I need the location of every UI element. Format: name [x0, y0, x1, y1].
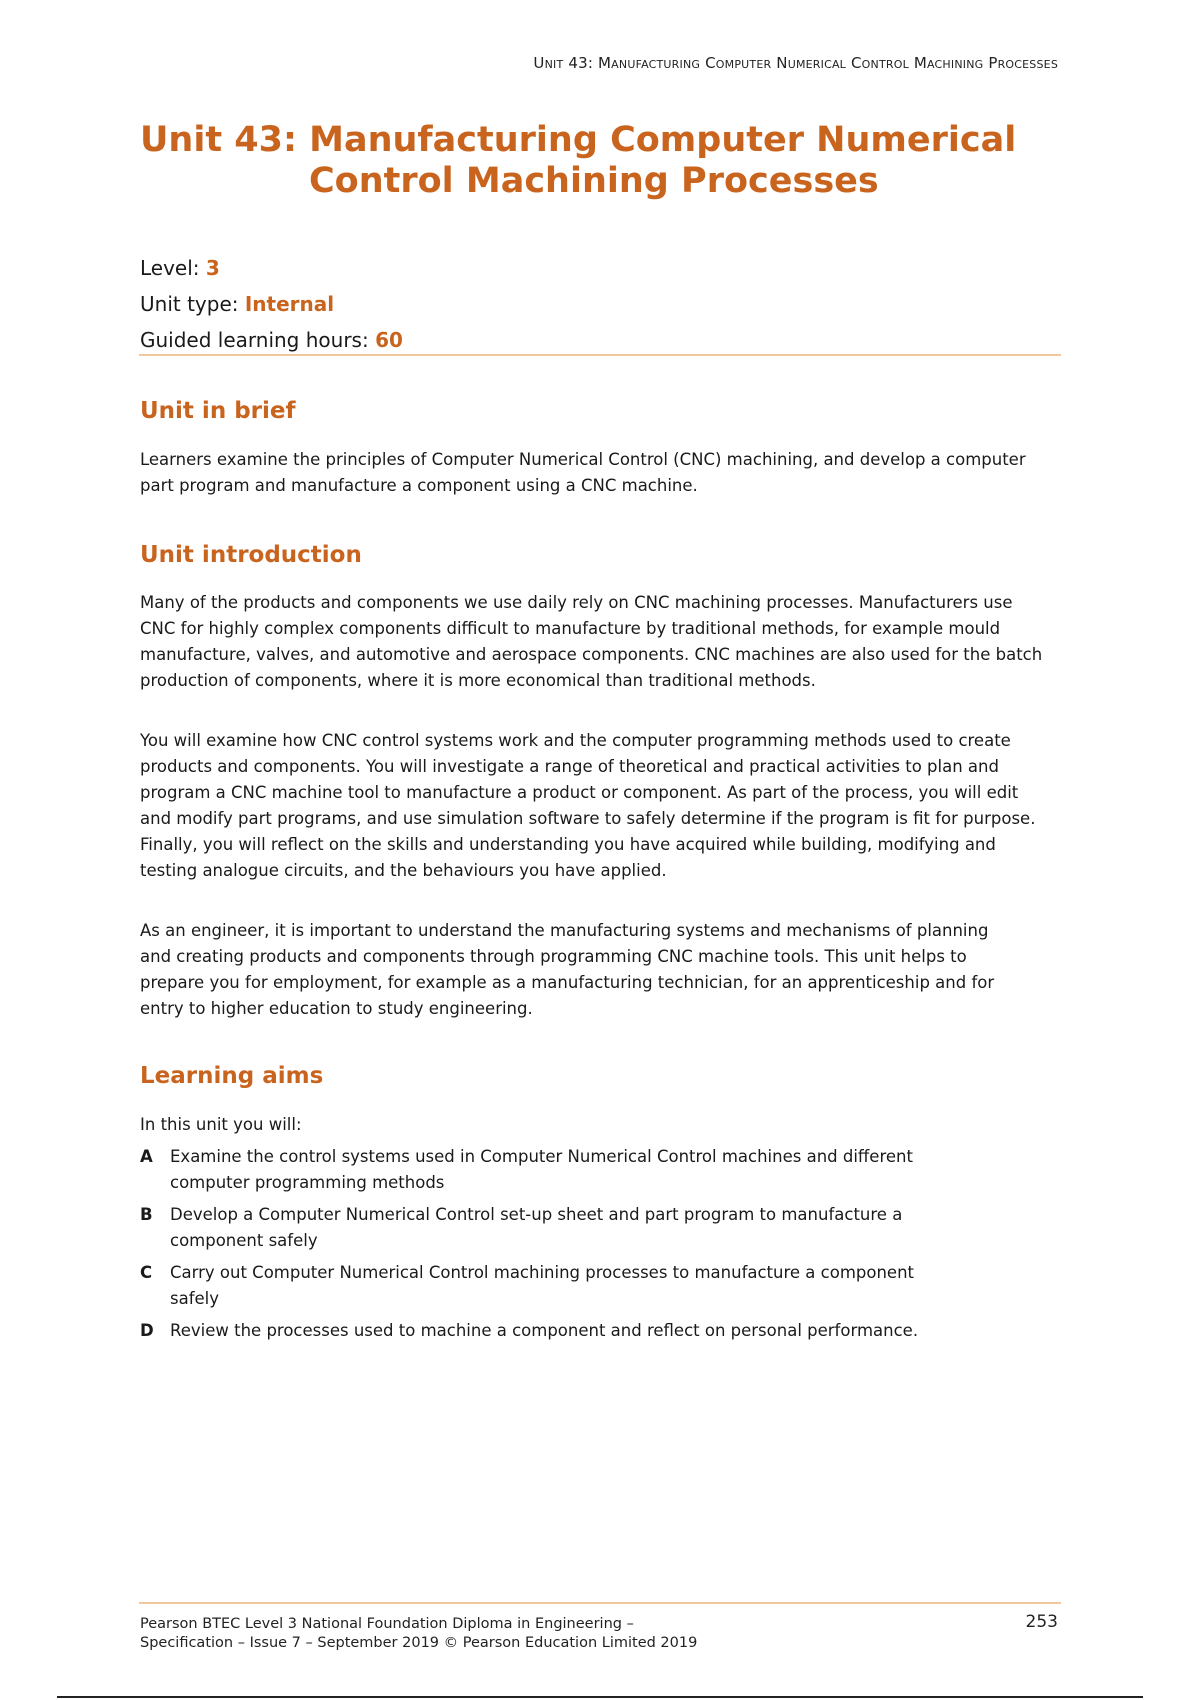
- intro-paragraph-1: Many of the products and components we use daily rely on CNC machining processes. Manufacturers use CNC for highly complex components difficult to manufacture by traditional methods, for example mould manufacture, valves, and automotive and aerospace components. CNC machines are also used for the batch production of components, where it is more economical than traditional methods.: [140, 593, 1043, 690]
- learning-aims-heading: Learning aims: [140, 1063, 324, 1089]
- unit-type-value: Internal: [244, 292, 335, 316]
- learning-aims-intro: In this unit you will:: [140, 1115, 302, 1134]
- aim-item: [140, 1260, 1060, 1312]
- running-header: Unit 43: Manufacturing Computer Numerical Control Machining Processes: [533, 54, 1058, 72]
- meta-divider: [139, 354, 1061, 356]
- page-number: 253: [1025, 1612, 1058, 1632]
- unit-title-line-2: Control Machining Processes: [309, 161, 879, 201]
- intro-paragraph-3: As an engineer, it is important to understand the manufacturing systems and mechanisms of planning and creating products and components through programming CNC machine tools. This unit helps to prepare you for employment, for example as a manufacturing technician, for an apprenticeship and for entry to higher education to study engineering.: [140, 921, 995, 1018]
- aim-letter: B: [140, 1205, 153, 1224]
- aim-item: [140, 1318, 1060, 1344]
- aim-text: Review the processes used to machine a component and reflect on personal performance.: [170, 1321, 919, 1340]
- glh-value: 60: [375, 328, 403, 352]
- unit-in-brief-heading: Unit in brief: [140, 398, 296, 424]
- aim-item: [140, 1202, 1060, 1254]
- unit-title: [140, 120, 1080, 202]
- level-value: 3: [205, 256, 220, 280]
- level-row: [140, 250, 403, 286]
- footer-text: [140, 1615, 697, 1653]
- unit-meta: [140, 250, 403, 358]
- aim-item: [140, 1144, 1060, 1196]
- glh-row: [140, 322, 403, 358]
- aim-letter: C: [140, 1263, 153, 1282]
- footer-line-1: Pearson BTEC Level 3 National Foundation Diploma in Engineering –: [140, 1616, 634, 1632]
- aim-text: Examine the control systems used in Computer Numerical Control machines and different computer programming methods: [170, 1147, 913, 1192]
- aim-letter: D: [140, 1321, 154, 1340]
- learning-aims-list: [140, 1144, 1060, 1350]
- footer-line-2: Specification – Issue 7 – September 2019 © Pearson Education Limited 2019: [140, 1635, 698, 1651]
- aim-text: Develop a Computer Numerical Control set-up sheet and part program to manufacture a component safely: [170, 1205, 903, 1250]
- glh-label: Guided learning hours:: [140, 328, 369, 352]
- aim-text: Carry out Computer Numerical Control machining processes to manufacture a component safely: [170, 1263, 915, 1308]
- unit-title-line-1: Unit 43: Manufacturing Computer Numerical: [140, 120, 1017, 160]
- level-label: Level:: [140, 256, 200, 280]
- unit-introduction-heading: Unit introduction: [140, 542, 362, 568]
- aim-letter: A: [140, 1147, 153, 1166]
- unit-in-brief-text: Learners examine the principles of Computer Numerical Control (CNC) machining, and develop a computer part program and manufacture a component using a CNC machine.: [140, 450, 1026, 495]
- unit-type-row: [140, 286, 403, 322]
- bottom-edge-line: [57, 1696, 1143, 1698]
- unit-type-label: Unit type:: [140, 292, 239, 316]
- footer-divider: [139, 1602, 1061, 1604]
- intro-paragraph-2: You will examine how CNC control systems work and the computer programming methods used to create products and components. You will investigate a range of theoretical and practical activities to plan and program a CNC machine tool to manufacture a product or component. As part of the process, you will edit and modify part programs, and use simulation software to safely determine if the program is fit for purpose. Finally, you will reflect on the skills and understanding you have acquired while building, modifying and testing analogue circuits, and the behaviours you have applied.: [140, 731, 1036, 880]
